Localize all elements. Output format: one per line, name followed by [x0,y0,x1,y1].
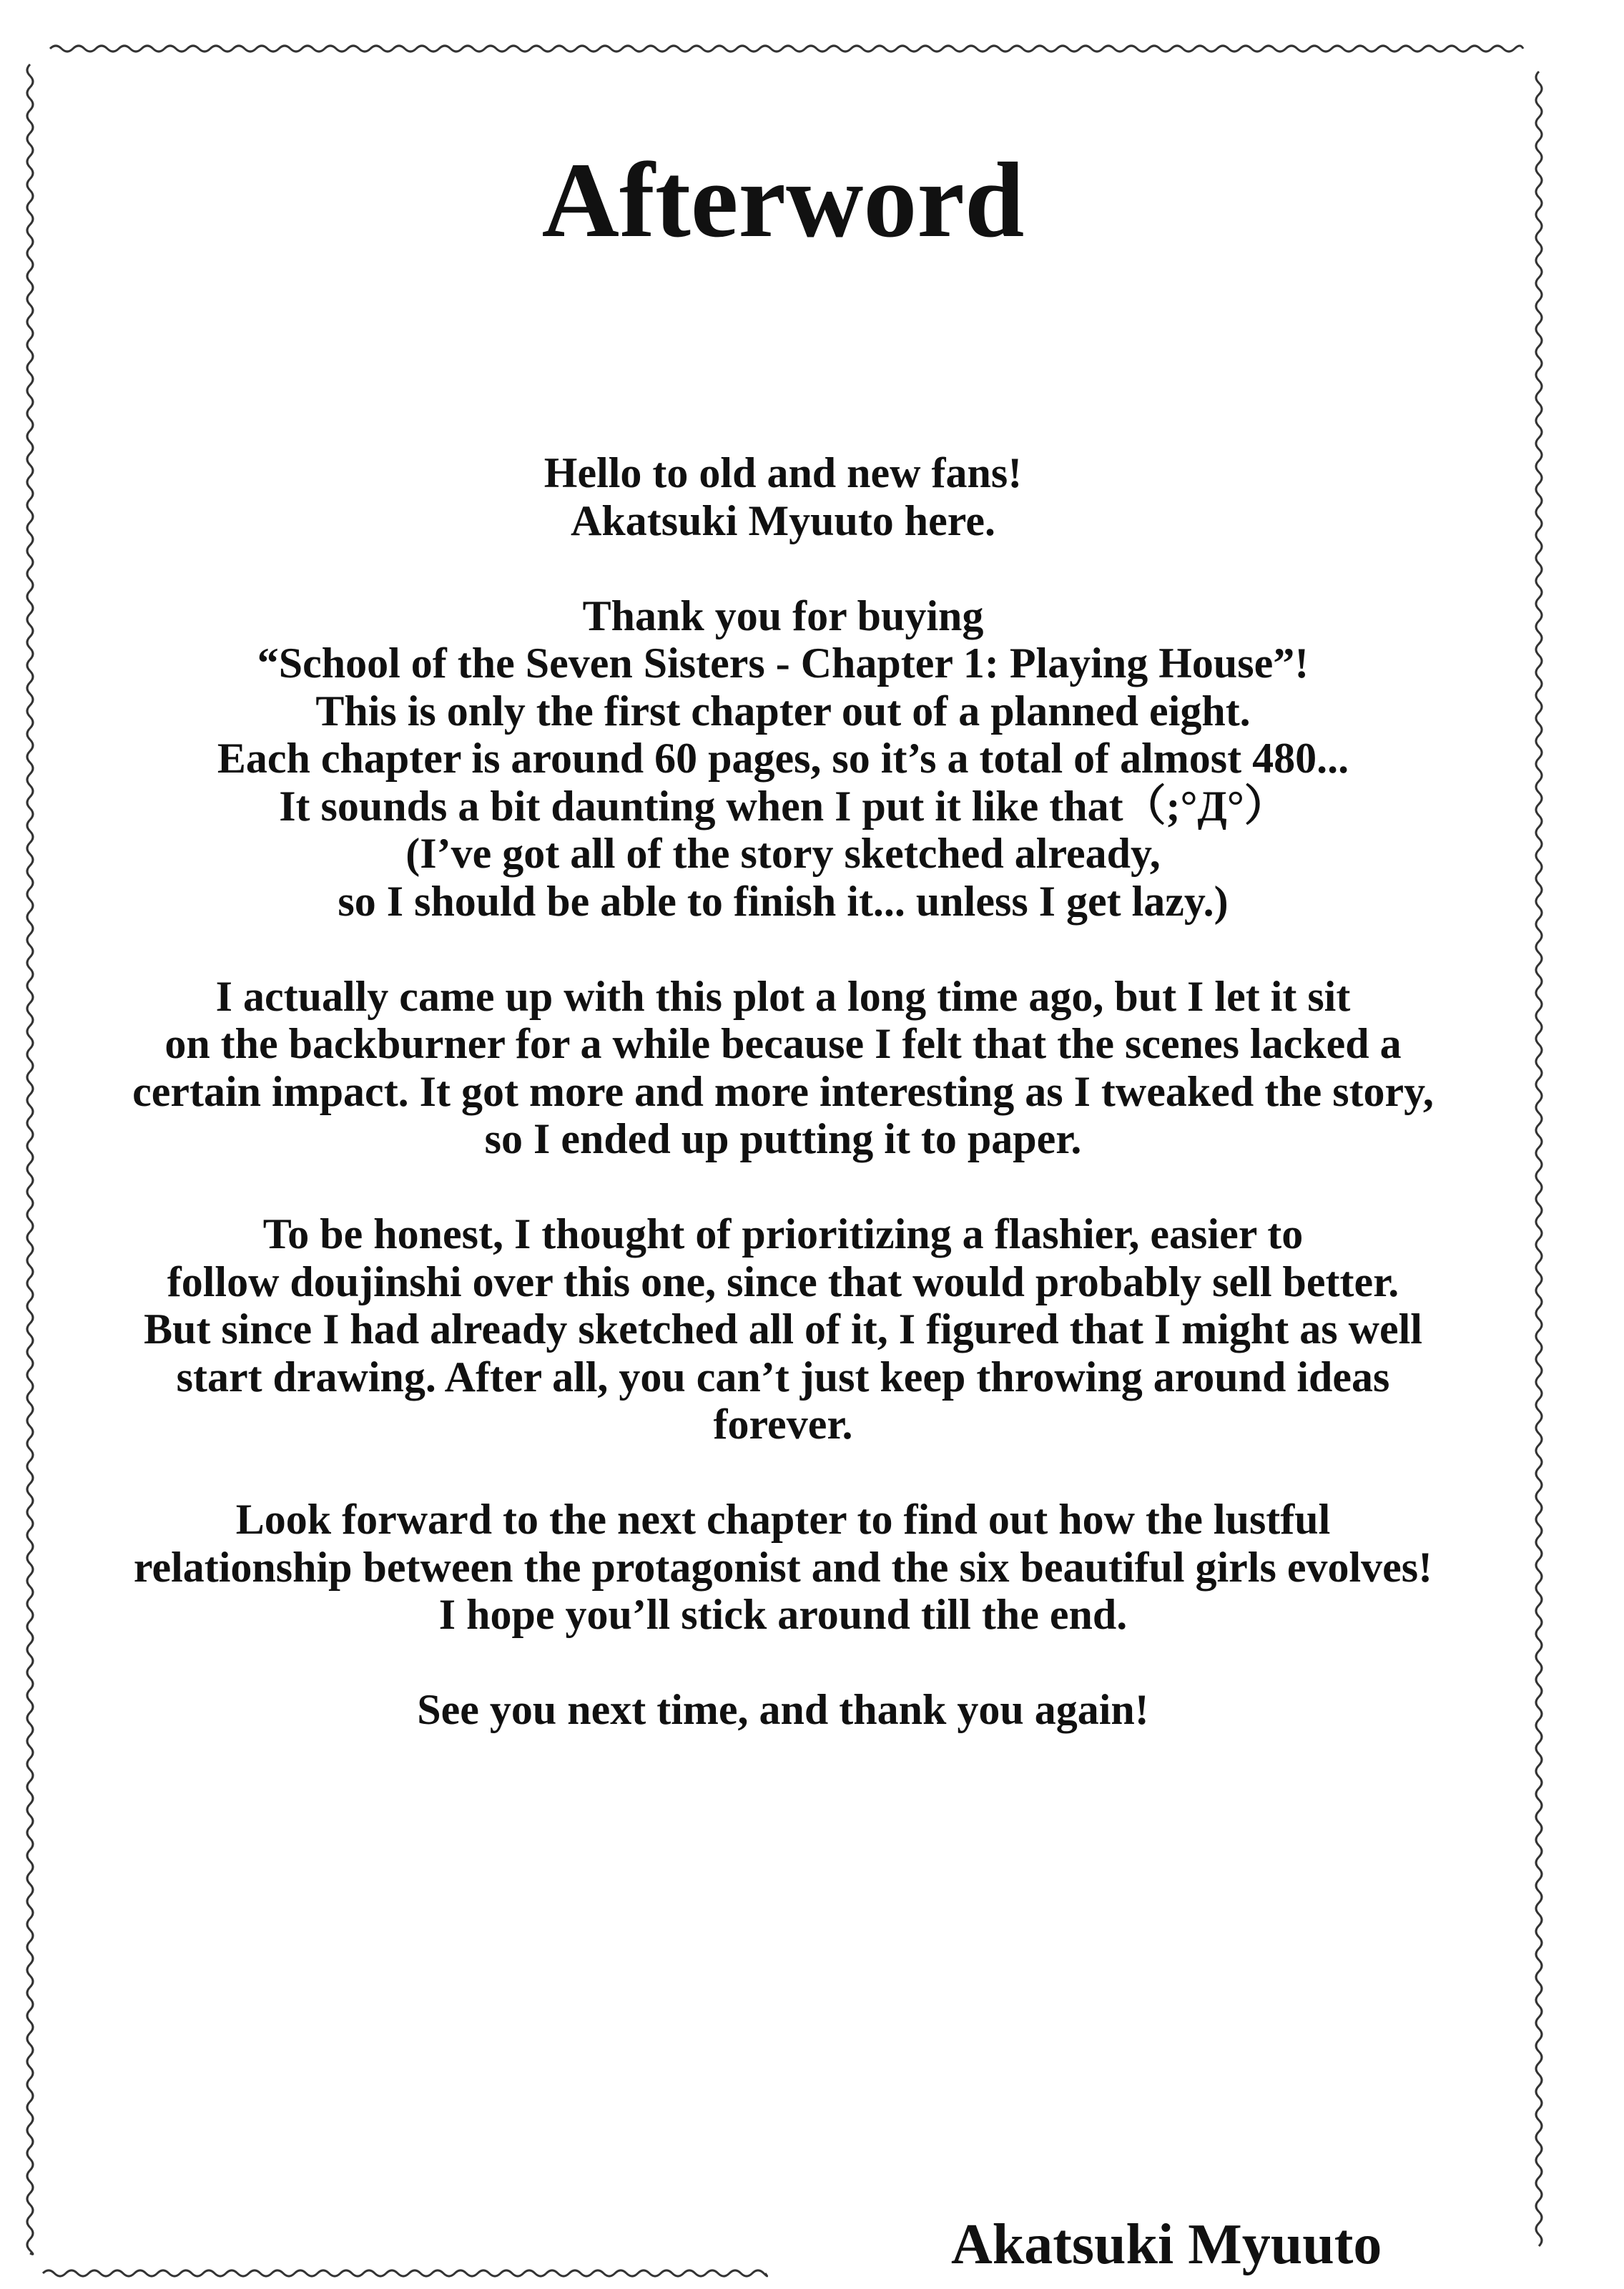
text-line: It sounds a bit daunting when I put it like that（;°Д°） [279,782,1287,830]
text-line: (I’ve got all of the story sketched already, [405,830,1161,877]
text-line: on the backburner for a while because I felt that the scenes lacked a [164,1020,1402,1067]
text-line: But since I had already sketched all of it, I figured that I might as well [144,1305,1422,1353]
text-line: start drawing. After all, you can’t just keep throwing around ideas [176,1353,1390,1401]
paragraph-thanks [57,592,1509,926]
text-line: This is only the first chapter out of a planned eight. [315,687,1251,735]
text-line: relationship between the protagonist and the six beautiful girls evolves! [133,1543,1433,1591]
paragraph-honest [57,1210,1509,1449]
author-signature: Akatsuki Myuuto [951,2213,1382,2276]
border-top-wave [50,46,1523,52]
text-line: follow doujinshi over this one, since that would probably sell better. [167,1258,1399,1305]
border-bottom-wave [43,2270,767,2276]
paragraph-greeting [57,449,1509,544]
text-line: I actually came up with this plot a long time ago, but I let it sit [215,972,1351,1020]
border-left-wave [27,64,33,2254]
text-line: See you next time, and thank you again! [417,1686,1149,1733]
text-line: certain impact. It got more and more interesting as I tweaked the story, [132,1067,1434,1115]
border-right-wave [1536,72,1542,2246]
paragraph-next-chapter [57,1496,1509,1639]
text-line: forever. [713,1401,853,1448]
paragraph-plot [57,973,1509,1163]
text-line: Each chapter is around 60 pages, so it’s a total of almost 480... [217,735,1349,782]
text-line: Thank you for buying [582,592,984,639]
text-line: “School of the Seven Sisters - Chapter 1: Playing House”! [257,639,1309,687]
text-line: I hope you’ll stick around till the end. [438,1591,1128,1638]
text-line: Hello to old and new fans! [543,449,1023,496]
afterword-body [57,449,1509,1781]
text-line: Look forward to the next chapter to find out how the lustful [235,1496,1331,1543]
text-line: so I should be able to finish it... unless I get lazy.) [338,877,1229,925]
text-line: Akatsuki Myuuto here. [571,496,995,544]
text-line: To be honest, I thought of prioritizing a flashier, easier to [262,1210,1304,1258]
paragraph-farewell [57,1686,1509,1734]
page-title: Afterword [541,141,1025,260]
text-line: so I ended up putting it to paper. [484,1115,1082,1162]
